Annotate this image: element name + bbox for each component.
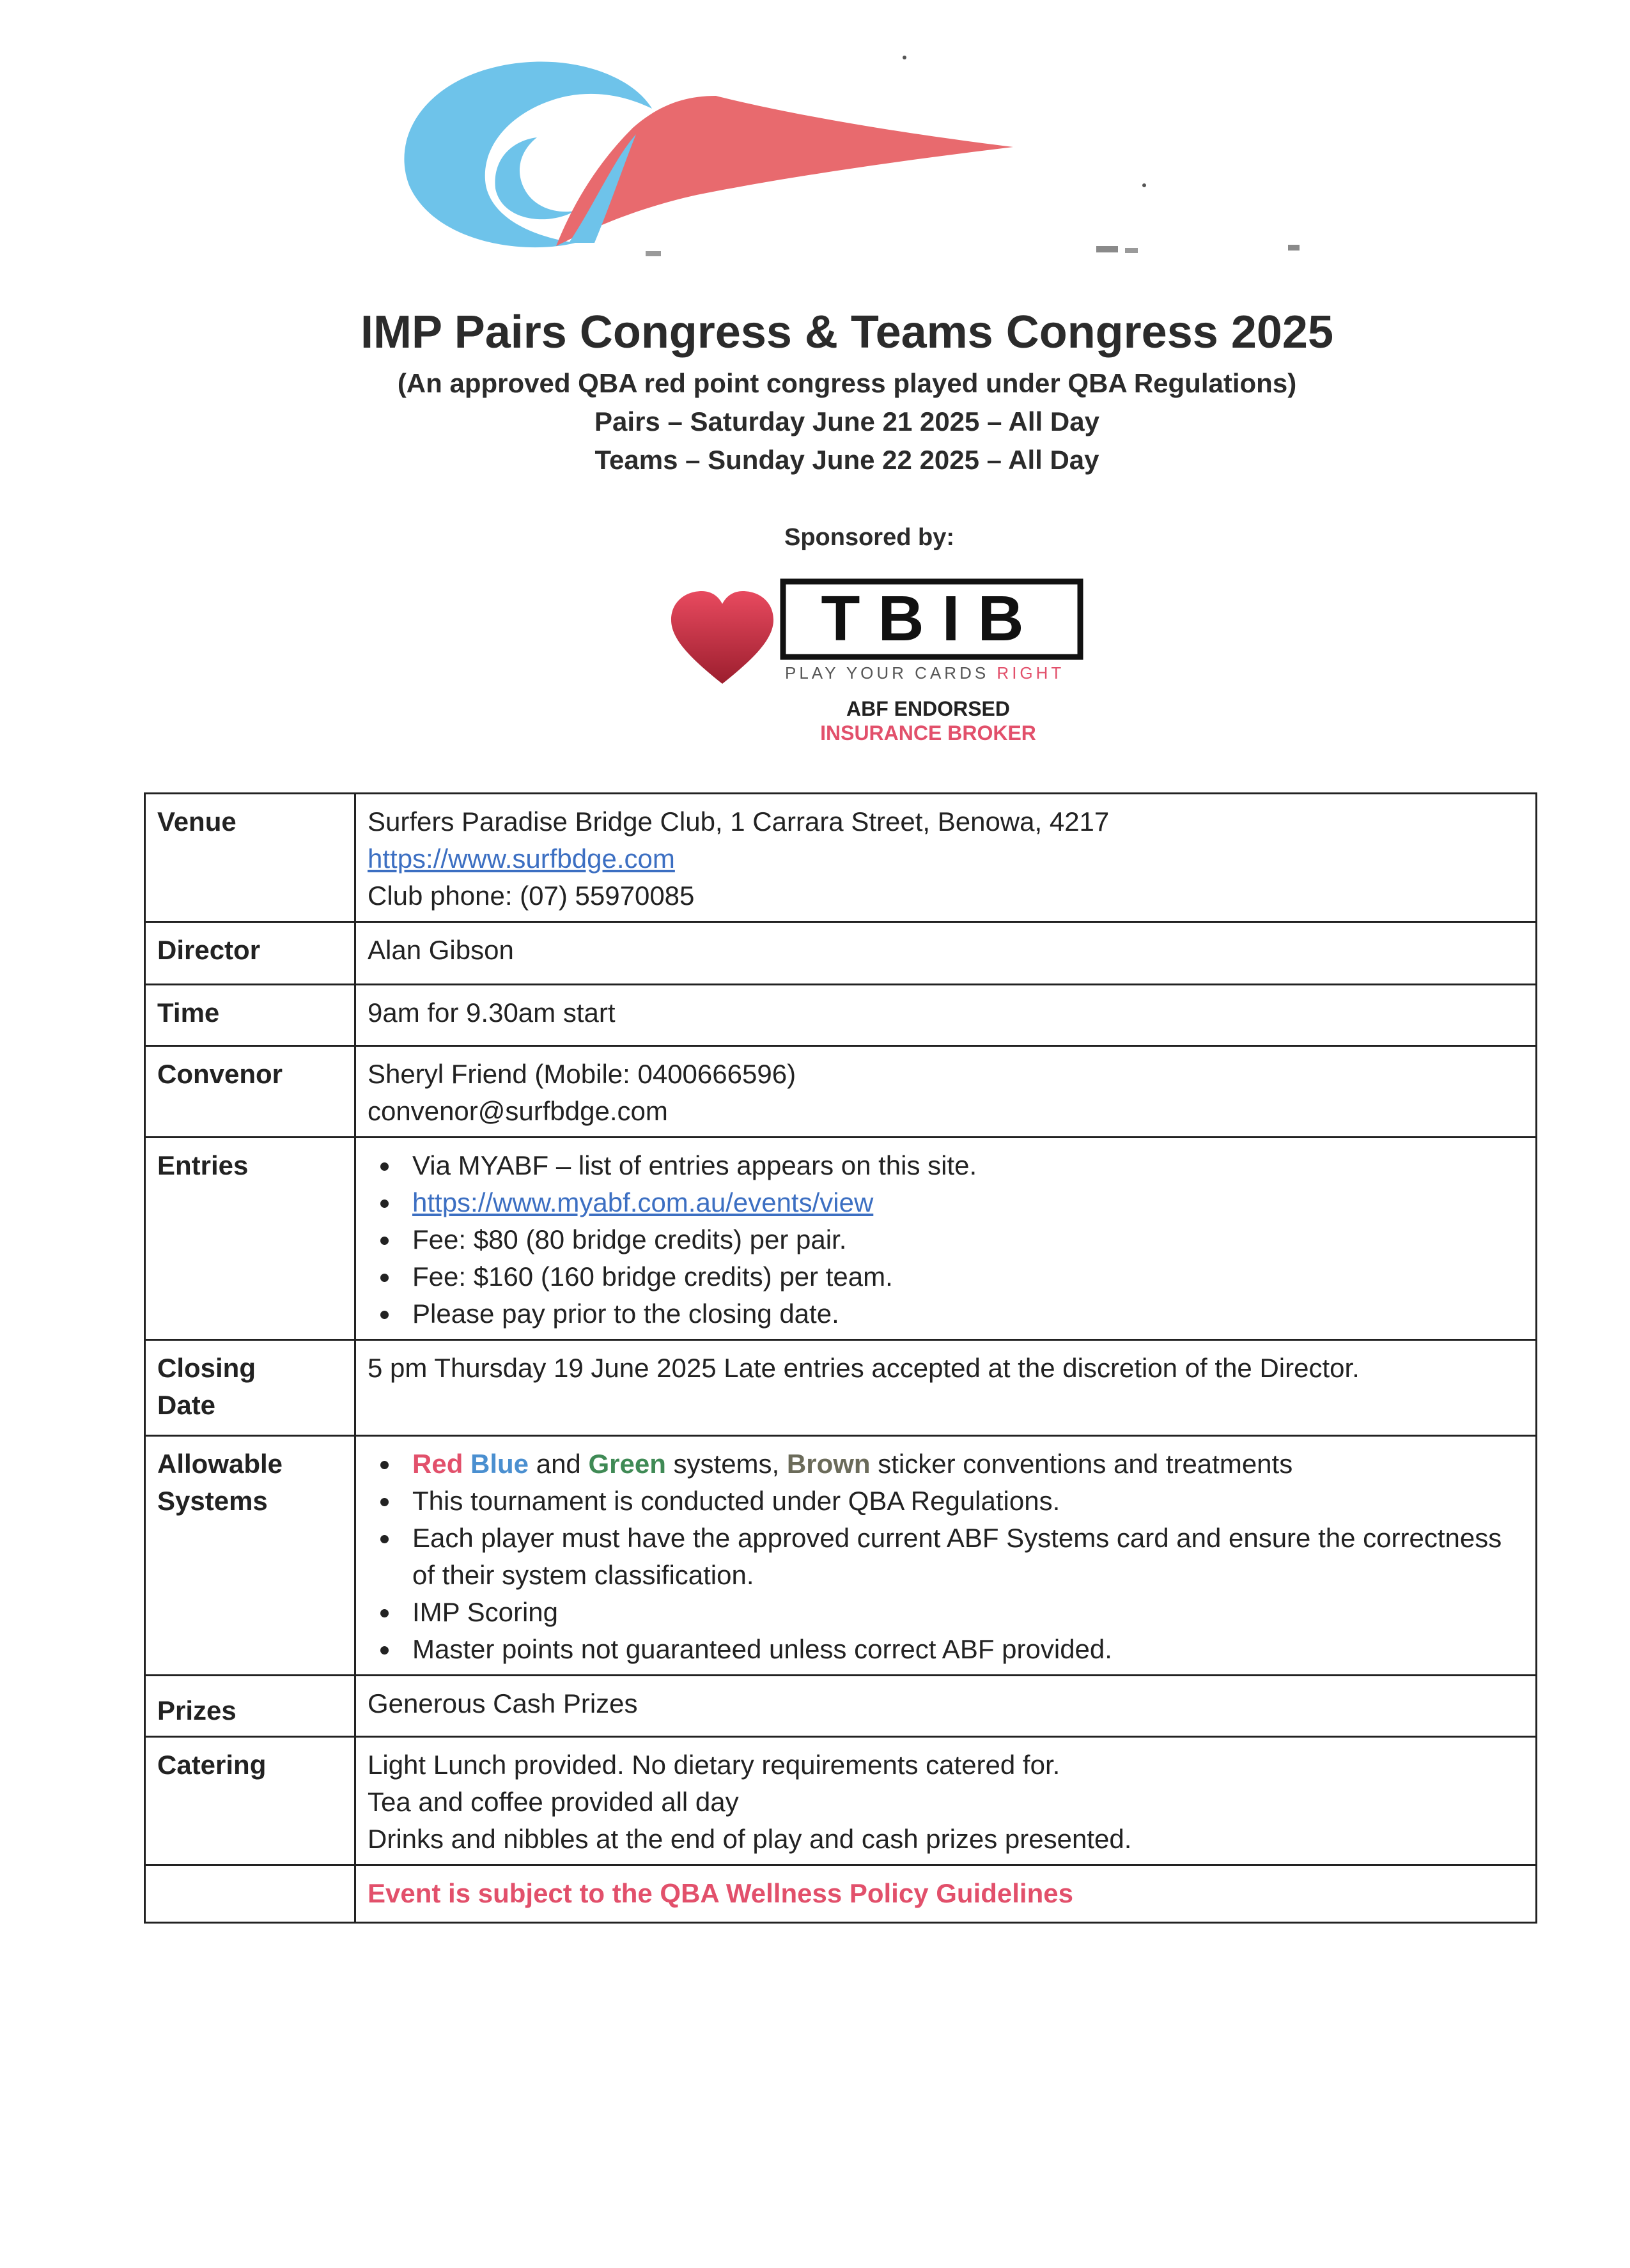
allowable-systems-value <box>355 1436 1537 1676</box>
entries-list <box>368 1147 1524 1332</box>
row-allowable-systems <box>145 1436 1537 1676</box>
catering-label: Catering <box>145 1737 355 1865</box>
catering-line: Drinks and nibbles at the end of play and cash prizes presented. <box>368 1824 1132 1854</box>
row-venue <box>145 794 1537 922</box>
empty-cell <box>145 1865 355 1923</box>
teams-date: Teams – Sunday June 22 2025 – All Day <box>594 445 1099 475</box>
entries-item <box>401 1184 1524 1221</box>
wellness-policy-note: Event is subject to the QBA Wellness Policy Guidelines <box>355 1865 1537 1923</box>
systems-item: • Master points not guaranteed unless correct ABF provided. <box>401 1631 1524 1668</box>
row-closing-date <box>145 1340 1537 1436</box>
row-wellness-note <box>145 1865 1537 1923</box>
subtitle: (An approved QBA red point congress played under QBA Regulations) <box>397 368 1297 398</box>
row-catering <box>145 1737 1537 1865</box>
entries-label: Entries <box>145 1138 355 1340</box>
pairs-date: Pairs – Saturday June 21 2025 – All Day <box>594 406 1099 436</box>
convenor-label: Convenor <box>145 1046 355 1138</box>
heart-icon <box>671 591 773 684</box>
systems-item: • Each player must have the approved current ABF Systems card and ensure the correctness of their system classification. <box>401 1520 1524 1594</box>
catering-value <box>355 1737 1537 1865</box>
sponsor-label: Sponsored by: <box>784 524 955 551</box>
systems-item: • This tournament is conducted under QBA Regulations. <box>401 1483 1524 1520</box>
closing-date-label: Closing Date <box>145 1340 355 1436</box>
venue-address: Surfers Paradise Bridge Club, 1 Carrara Street, Benowa, 4217 <box>368 806 1110 837</box>
row-prizes <box>145 1676 1537 1737</box>
tbib-logo <box>658 569 1106 754</box>
systems-list <box>368 1446 1524 1668</box>
time-label: Time <box>145 985 355 1046</box>
entries-item: • Fee: $80 (80 bridge credits) per pair. <box>401 1221 1524 1258</box>
scan-specks <box>0 0 1630 281</box>
convenor-email: convenor@surfbdge.com <box>368 1096 668 1126</box>
systems-item: • Red Blue and Green systems, Brown sticker conventions and treatments <box>401 1446 1524 1483</box>
allowable-systems-label: Allowable Systems <box>145 1436 355 1676</box>
catering-line: Tea and coffee provided all day <box>368 1787 739 1817</box>
insurance-broker: INSURANCE BROKER <box>820 721 1036 744</box>
tbib-text: TBIB <box>821 583 1042 654</box>
entries-item: • Fee: $160 (160 bridge credits) per team. <box>401 1258 1524 1295</box>
catering-line: Light Lunch provided. No dietary requirements catered for. <box>368 1750 1060 1780</box>
event-details-table <box>144 792 1537 1924</box>
prizes-value: Generous Cash Prizes <box>355 1676 1537 1737</box>
venue-value <box>355 794 1537 922</box>
row-director <box>145 922 1537 985</box>
myabf-events-link[interactable]: https://www.myabf.com.au/events/view <box>412 1187 874 1217</box>
convenor-value <box>355 1046 1537 1138</box>
director-value: Alan Gibson <box>355 922 1537 985</box>
row-entries <box>145 1138 1537 1340</box>
prizes-label: Prizes <box>145 1676 355 1737</box>
convenor-name-phone: Sheryl Friend (Mobile: 0400666596) <box>368 1059 796 1089</box>
venue-label: Venue <box>145 794 355 922</box>
abf-endorsed: ABF ENDORSED <box>846 697 1011 720</box>
venue-website-link[interactable]: https://www.surfbdge.com <box>368 844 675 874</box>
entries-value <box>355 1138 1537 1340</box>
venue-phone: Club phone: (07) 55970085 <box>368 881 695 911</box>
row-time <box>145 985 1537 1046</box>
page-title: IMP Pairs Congress & Teams Congress 2025 <box>361 307 1333 358</box>
tbib-tagline: PLAY YOUR CARDS RIGHT <box>785 663 1065 683</box>
entries-item: • Please pay prior to the closing date. <box>401 1295 1524 1332</box>
closing-date-value: 5 pm Thursday 19 June 2025 Late entries accepted at the discretion of the Director. <box>355 1340 1537 1436</box>
header <box>0 300 1630 479</box>
systems-item: • IMP Scoring <box>401 1594 1524 1631</box>
entries-item: • Via MYABF – list of entries appears on this site. <box>401 1147 1524 1184</box>
time-value: 9am for 9.30am start <box>355 985 1537 1046</box>
director-label: Director <box>145 922 355 985</box>
row-convenor <box>145 1046 1537 1138</box>
